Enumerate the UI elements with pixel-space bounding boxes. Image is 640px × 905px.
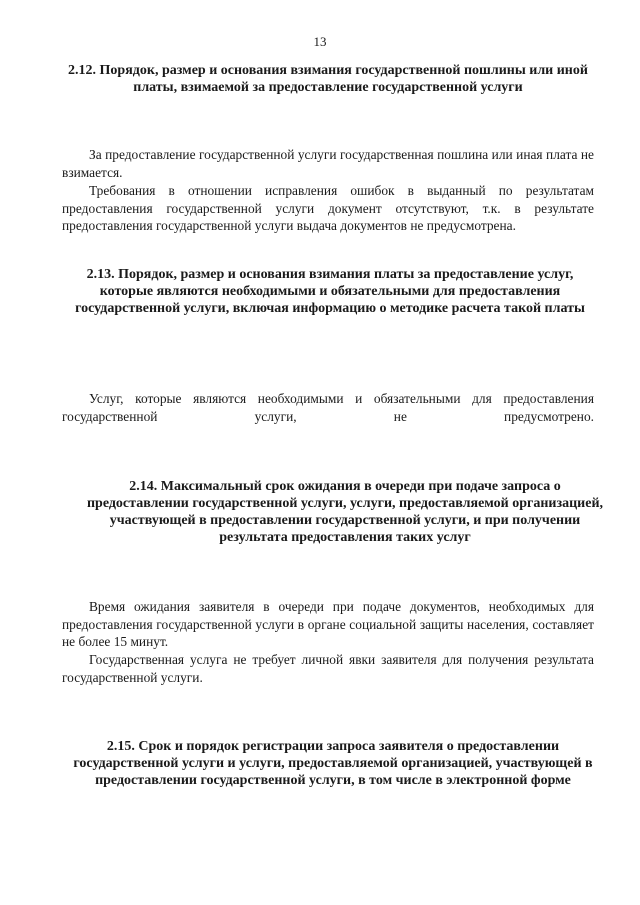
page-number: 13 bbox=[313, 34, 327, 49]
paragraph-2-14-waiting: Время ожидания заявителя в очереди при подаче документов, необходимых для предоставления государственной услуги в органе социальной защиты населения, составляет не более 15 минут. bbox=[62, 599, 594, 649]
paragraph-2-12-errors: Требования в отношении исправления ошибок в выданный по результатам предоставления государственной услуги документ отсутствуют, т.к. в результате предоставления государственной услуги выдача документов не предусмотрена. bbox=[62, 183, 594, 233]
section-heading-2-12: 2.12. Порядок, размер и основания взимания государственной пошлины или иной платы, взимаемой за предоставление государственной услуги bbox=[68, 63, 588, 95]
section-heading-2-14: 2.14. Максимальный срок ожидания в очереди при подаче запроса о предоставлении государственной услуги, услуги, предоставляемой организацией, участвующей в предоставлении государственной услуги, и при получении результата предоставления таких услуг bbox=[86, 479, 604, 545]
paragraph-2-14-attendance: Государственная услуга не требует личной явки заявителя для получения результата государственной услуги. bbox=[62, 652, 594, 685]
paragraph-2-12-fee: За предоставление государственной услуги государственная пошлина или иная плата не взимается. bbox=[62, 147, 594, 180]
paragraph-2-13-services: Услуг, которые являются необходимыми и обязательными для предоставления государственной услуги, не предусмотрено. bbox=[62, 391, 594, 424]
section-heading-2-13: 2.13. Порядок, размер и основания взимания платы за предоставление услуг, которые являются необходимыми и обязательными для предоставления государственной услуги, включая информацию о методике расчета такой платы bbox=[75, 267, 585, 316]
section-heading-2-15: 2.15. Срок и порядок регистрации запроса заявителя о предоставлении государственной услуги и услуги, предоставляемой организацией, участвующей в предоставлении государственной услуги, в том числе в электронной форме bbox=[73, 739, 593, 788]
